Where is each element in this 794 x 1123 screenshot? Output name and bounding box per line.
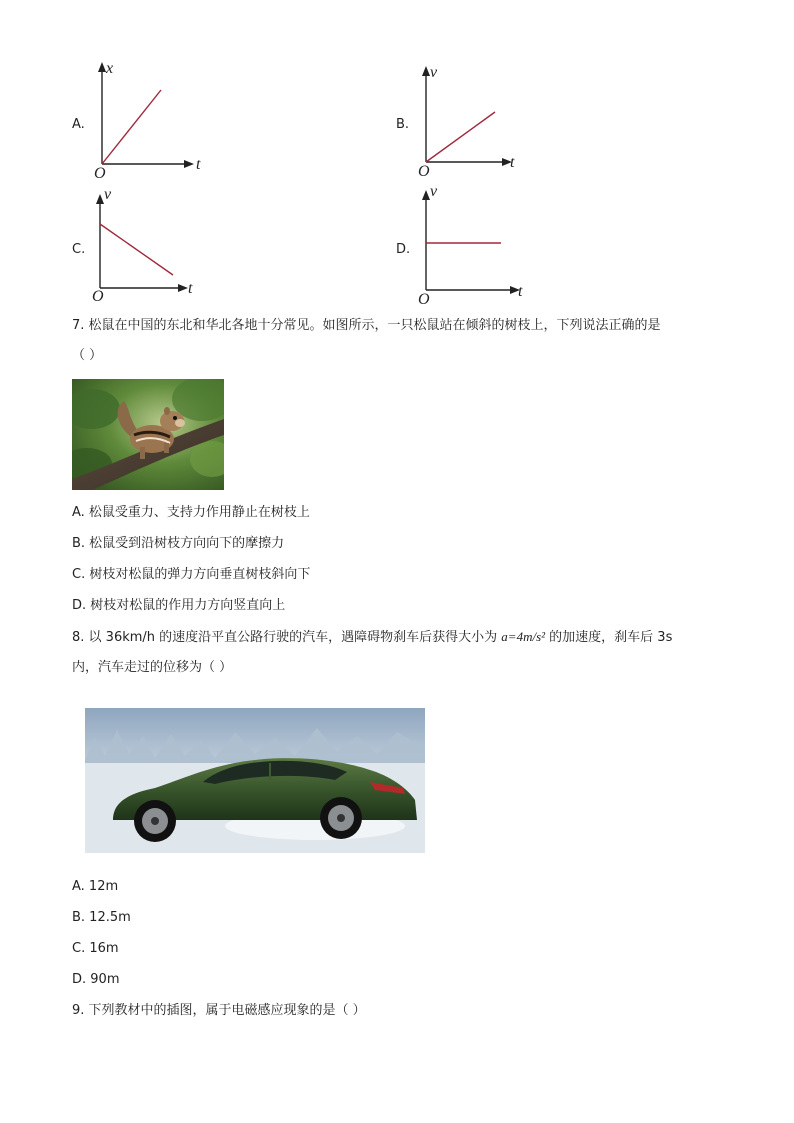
graph-d-y-label: v	[430, 183, 438, 200]
graph-d-chart	[412, 186, 542, 301]
q7-option-c: C. 树枝对松鼠的弹力方向垂直树枝斜向下	[72, 567, 311, 582]
graph-d-option-label: D.	[396, 242, 411, 257]
graph-b-plot-line	[426, 112, 495, 162]
graph-a-y-arrow	[98, 62, 106, 72]
q8-option-d: D. 90m	[72, 972, 120, 987]
q8-stem-line1	[72, 628, 672, 647]
graph-a-y-label: x	[106, 60, 114, 77]
q9-stem: 9. 下列教材中的插图，属于电磁感应现象的是（ ）	[72, 1003, 366, 1018]
q7-stem-line1: 7. 松鼠在中国的东北和华北各地十分常见。如图所示，一只松鼠站在倾斜的树枝上，下列说法正确的是	[72, 318, 661, 333]
q8-option-b: B. 12.5m	[72, 910, 131, 925]
q8-stem-part-a: 8. 以 36km/h 的速度沿平直公路行驶的汽车，遇障碍物刹车后获得大小为	[72, 630, 502, 645]
graph-b-origin: O	[418, 163, 430, 180]
q8-option-a: A. 12m	[72, 879, 119, 894]
graph-b-x-label: t	[510, 154, 515, 171]
graph-d-x-label: t	[518, 283, 523, 300]
graph-d-origin: O	[418, 291, 430, 308]
graph-c-origin: O	[92, 288, 104, 305]
graph-a-option-label: A.	[72, 117, 85, 132]
q8-stem-line2: 内，汽车走过的位移为（ ）	[72, 660, 233, 675]
graph-a-x-arrow	[184, 160, 194, 168]
q8-option-c: C. 16m	[72, 941, 119, 956]
graph-a-origin: O	[94, 165, 106, 182]
q7-option-b: B. 松鼠受到沿树枝方向向下的摩擦力	[72, 536, 285, 551]
graph-b-y-label: v	[430, 64, 438, 81]
graph-c-x-label: t	[188, 280, 193, 297]
squirrel-photo	[72, 379, 224, 490]
q7-stem-line2: （ ）	[72, 348, 103, 363]
graph-c-plot-line	[100, 224, 173, 275]
graph-b-option-label: B.	[396, 117, 410, 132]
graph-a-x-label: t	[196, 156, 201, 173]
graph-c-option-label: C.	[72, 242, 86, 257]
q8-acceleration: a=4m/s²	[501, 629, 546, 644]
q7-option-a: A. 松鼠受重力、支持力作用静止在树枝上	[72, 505, 310, 520]
q8-stem-part-b: 的加速度，刹车后 3s	[545, 630, 673, 645]
q7-option-d: D. 树枝对松鼠的作用力方向竖直向上	[72, 598, 286, 613]
graph-c-y-label: v	[104, 186, 112, 203]
graph-a-plot-line	[102, 90, 161, 164]
car-photo	[85, 708, 425, 853]
